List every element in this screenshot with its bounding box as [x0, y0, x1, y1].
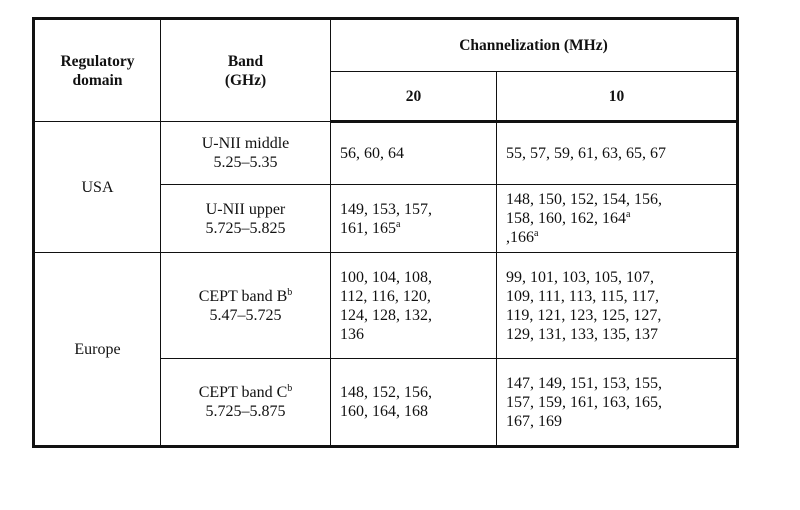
channel-footnote: a [396, 218, 401, 230]
channel-line [340, 306, 487, 325]
channel-line [506, 393, 727, 412]
band-name: CEPT band B [198, 287, 288, 305]
channel-text: 124, 128, 132, [340, 306, 432, 324]
band-footnote: b [287, 383, 293, 394]
band-name: CEPT band C [198, 384, 288, 401]
channels-10mhz-cell [497, 253, 738, 359]
channel-text: 119, 121, 123, 125, 127, [506, 306, 662, 324]
channel-line [506, 412, 727, 431]
channel-text: 158, 160, 162, 164 [506, 210, 626, 227]
band-cell [161, 359, 331, 447]
channel-line [340, 287, 487, 306]
channel-text: 157, 159, 161, 163, 165, [506, 393, 662, 411]
channel-text: 112, 116, 120, [340, 287, 431, 305]
channel-text: 147, 149, 151, 153, 155, [506, 374, 662, 392]
channel-line [340, 144, 487, 163]
header-20mhz: 20 [331, 72, 497, 122]
band-footnote: b [287, 286, 293, 298]
channel-footnote: a [534, 228, 539, 239]
band-cell [161, 185, 331, 253]
channel-line [506, 306, 727, 325]
channel-line [340, 402, 487, 421]
channel-line [506, 287, 727, 306]
channel-line [506, 209, 727, 228]
channels-10mhz-cell [497, 122, 738, 185]
header-band [161, 19, 331, 122]
domain-cell: USA [34, 122, 161, 253]
table-row [34, 253, 738, 359]
header-band-line-2: (GHz) [224, 71, 267, 89]
channels-10mhz-cell [497, 185, 738, 253]
band-name: U-NII middle [201, 135, 290, 152]
channel-text: 99, 101, 103, 105, 107, [506, 268, 654, 286]
header-row [34, 19, 738, 72]
band-cell [161, 253, 331, 359]
domain-cell: Europe [34, 253, 161, 447]
channel-line [506, 190, 727, 209]
band-range: 5.725–5.825 [205, 219, 286, 237]
channel-text: 129, 131, 133, 135, 137 [506, 325, 658, 343]
channel-text: 109, 111, 113, 115, 117, [506, 287, 660, 305]
channel-line [340, 383, 487, 402]
header-domain-line-2: domain [72, 71, 123, 89]
channels-20mhz-cell [331, 253, 497, 359]
band-range: 5.725–5.875 [205, 403, 286, 420]
channel-line [506, 325, 727, 344]
header-regulatory-domain [34, 19, 161, 122]
header-10mhz: 10 [497, 72, 738, 122]
channels-20mhz-cell [331, 122, 497, 185]
table-row [34, 122, 738, 185]
band-range: 5.47–5.725 [209, 306, 282, 324]
channel-line [340, 325, 487, 344]
channel-line [340, 200, 487, 219]
channel-text: 56, 60, 64 [340, 145, 404, 162]
channel-text: 161, 165 [340, 219, 396, 237]
channel-line [506, 228, 727, 247]
channel-line [340, 219, 487, 238]
channel-line [506, 268, 727, 287]
band-cell [161, 122, 331, 185]
channel-text: 100, 104, 108, [340, 268, 432, 286]
channel-text: 136 [340, 325, 364, 343]
channels-20mhz-cell [331, 359, 497, 447]
header-band-line-1: Band [227, 52, 264, 70]
channels-20mhz-cell [331, 185, 497, 253]
header-channelization: Channelization (MHz) [331, 19, 738, 72]
band-name: U-NII upper [205, 200, 286, 218]
channel-text: 149, 153, 157, [340, 200, 432, 218]
channel-text: 160, 164, 168 [340, 403, 428, 420]
band-range: 5.25–5.35 [213, 154, 278, 171]
channel-text: 148, 152, 156, [340, 384, 432, 401]
channel-text: 167, 169 [506, 412, 562, 430]
channel-text: ,166 [506, 229, 534, 246]
channelization-table [32, 17, 739, 448]
channel-line [340, 268, 487, 287]
channel-line [506, 374, 727, 393]
channels-10mhz-cell [497, 359, 738, 447]
channel-line [506, 144, 727, 163]
header-domain-line-1: Regulatory [60, 52, 135, 70]
channel-footnote: a [626, 209, 631, 220]
channel-text: 55, 57, 59, 61, 63, 65, 67 [506, 145, 666, 162]
channel-text: 148, 150, 152, 154, 156, [506, 191, 662, 208]
